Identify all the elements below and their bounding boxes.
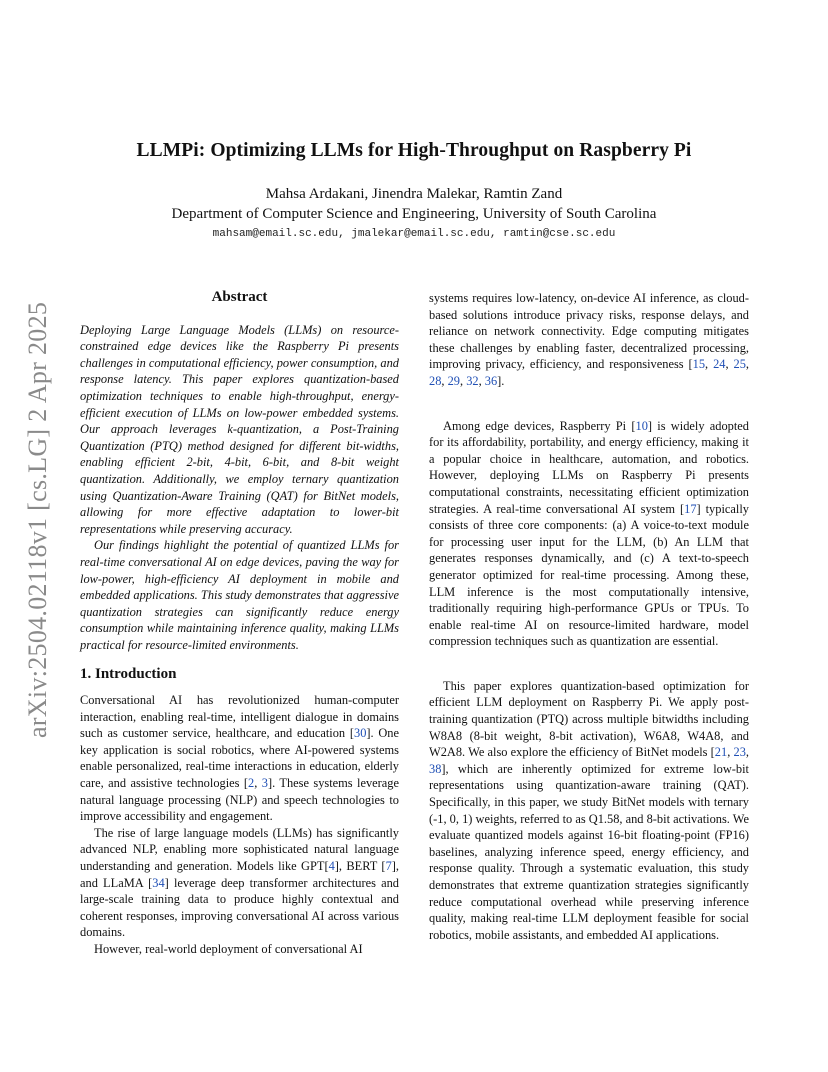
paragraph-text: , [705,357,714,372]
abstract-heading: Abstract [211,289,268,305]
citation-link[interactable]: 29 [447,373,460,388]
author-emails: mahsam@email.sc.edu, jmalekar@email.sc.edu, ramtin@cse.sc.edu [212,228,616,240]
affiliation: Department of Computer Science and Engineering, University of South Carolina [171,206,657,222]
citation-link[interactable]: 28 [429,373,442,388]
paper-title: LLMPi: Optimizing LLMs for High-Throughput on Raspberry Pi [136,140,692,161]
citation-link[interactable]: 36 [484,373,498,388]
citation-link[interactable]: 24 [713,357,726,372]
paragraph-text: ]. One key application is social robotics, where AI-powered systems enable personalized, real-time interactions in education, elderly care, and assistive technologies [ [80,726,399,791]
paragraph-text: However, real-world deployment of conversational AI [94,941,363,956]
paragraph-text: ], BERT [ [334,859,386,873]
body-paragraph [80,941,399,958]
paragraph-text: The rise of large language models (LLMs) has significantly advanced NLP, enabling more sophisticated natural language understanding and generation. Models like GPT[ [80,825,399,873]
paragraph-text: ], and LLaMA [ [80,859,399,890]
citation-link[interactable]: 30 [354,726,367,741]
introduction-section [80,666,399,957]
right-column [429,290,749,943]
paragraph-text: , [745,357,749,372]
paragraph-text: ]. These systems leverage natural language processing (NLP) and speech technologies to improve accessibility and engagement. [80,776,399,824]
paragraph-text: Among edge devices, Raspberry Pi [ [443,418,636,433]
citation-link[interactable]: 10 [635,418,648,433]
paragraph-text: , [478,373,485,388]
citation-link[interactable]: 3 [261,776,268,791]
citation-link[interactable]: 4 [328,859,335,873]
citation-link[interactable]: 38 [429,761,442,776]
body-paragraph [80,692,399,825]
paragraph-text: ]. [497,373,505,388]
citation-link[interactable]: 25 [733,357,746,372]
citation-link[interactable]: 21 [714,745,728,760]
introduction-heading: 1. Introduction [80,666,177,683]
paragraph-text: This paper explores quantization-based optimization for efficient LLM deployment on Raspberry Pi. We apply post-training quantization (PTQ) across multiple bitwidths including W8A8 (8-bit weight, 8-bit activation), W6A8, W4A8, and W2A8. We also explore the efficiency of BitNet models [ [429,678,749,760]
paper-header [80,140,748,240]
abstract-paragraph: Deploying Large Language Models (LLMs) on resource-constrained edge devices like the Raspberry Pi presents challenges in computational efficiency, power consumption, and response latency. This paper explores quantization-based optimization techniques to enable high-throughput, energy-efficient execution of LLMs on low-power embedded systems. Our approach leverages k-quantization, a Post-Training Quantization (PTQ) method designed for different bit-widths, enabling efficient 2-bit, 4-bit, 6-bit, and 8-bit weight quantization. Additionally, we employ ternary quantization using Quantization-Aware Training (QAT) for BitNet models, allowing for more effective adaptation to lower-bit representations while preserving accuracy. [80,322,399,536]
abstract-paragraph: Our findings highlight the potential of quantized LLMs for real-time conversational AI on edge devices, paving the way for low-power, high-efficiency AI deployment in mobile and embedded applications. This study demonstrates that aggressive quantization strategies can significantly reduce energy consumption while maintaining inference quality, making LLMs practical for resource-limited environments. [80,538,399,652]
paragraph-text: Conversational AI has revolutionized human-computer interaction, enabling real-time, intelligent dialogue in domains such as customer service, healthcare, and education [ [80,693,399,741]
citation-link[interactable]: 15 [692,357,706,372]
paragraph-text: , [727,745,734,760]
body-paragraph [429,290,749,390]
citation-link[interactable]: 23 [733,745,746,760]
citation-link[interactable]: 2 [248,776,255,791]
paragraph-text: , [725,357,734,372]
author-list: Mahsa Ardakani, Jinendra Malekar, Ramtin Zand [265,186,563,202]
paragraph-text: , [459,373,467,388]
citation-link[interactable]: 34 [152,875,165,890]
paragraph-text: ], which are inherently optimized for extreme low-bit representations using quantization-aware training (QAT). Specifically, in this paper, we study BitNet models with ternary (-1, 0, 1) weights, referred to as Q1.58, and 8-bit activations. We evaluate quantized models against 16-bit floating-point (FP16) baselines, analyzing inference speed, energy efficiency, and response quality. Through a systematic evaluation, this study demonstrates that extreme quantization strategies significantly reduce computational overhead while preserving inference quality, making real-time LLM deployment feasible for social robotics, mobile assistants, and embedded AI applications. [429,761,749,942]
paragraph-text: systems requires low-latency, on-device AI inference, as cloud-based solutions introduce privacy risks, response delays, and reliance on network connectivity. Edge computing mitigates these challenges by enabling faster, decentralized processing, improving privacy, efficiency, and responsiveness [ [429,291,749,372]
paragraph-text: , [254,776,262,791]
body-paragraph [429,678,749,944]
body-paragraph [429,418,749,650]
paragraph-text: , [441,373,448,388]
paragraph-text: , [745,745,749,760]
paragraph-text: ] is widely adopted for its affordability, portability, and energy efficiency, making it a popular choice in healthcare, automation, and robotics. However, deploying LLMs on Raspberry Pi presents computational constraints, necessitating efficient optimization strategies. A real-time conversational AI system [ [429,418,750,516]
citation-link[interactable]: 32 [466,373,479,388]
citation-link[interactable]: 17 [684,501,697,516]
arxiv-identifier: arXiv:2504.02118v1 [cs.LG] 2 Apr 2025 [23,301,52,739]
citation-link[interactable]: 7 [385,859,392,873]
body-paragraph [80,825,399,941]
left-column [80,289,399,958]
abstract-section [80,289,399,653]
paragraph-text: ] leverage deep transformer architectures and large-scale training data to produce highly contextual and coherent responses, improving conversational AI across various domains. [80,875,399,940]
paragraph-text: ] typically consists of three core components: (a) A voice-to-text module for processing user input for the LLM, (b) An LLM that generates responses dynamically, and (c) A text-to-speech generator optimized for real-time processing. Among these, LLM inference is the most computationally intensive, traditionally requiring high-performance GPUs or TPUs. To enable real-time AI on resource-limited hardware, model compression techniques such as quantization are essential. [429,501,749,649]
